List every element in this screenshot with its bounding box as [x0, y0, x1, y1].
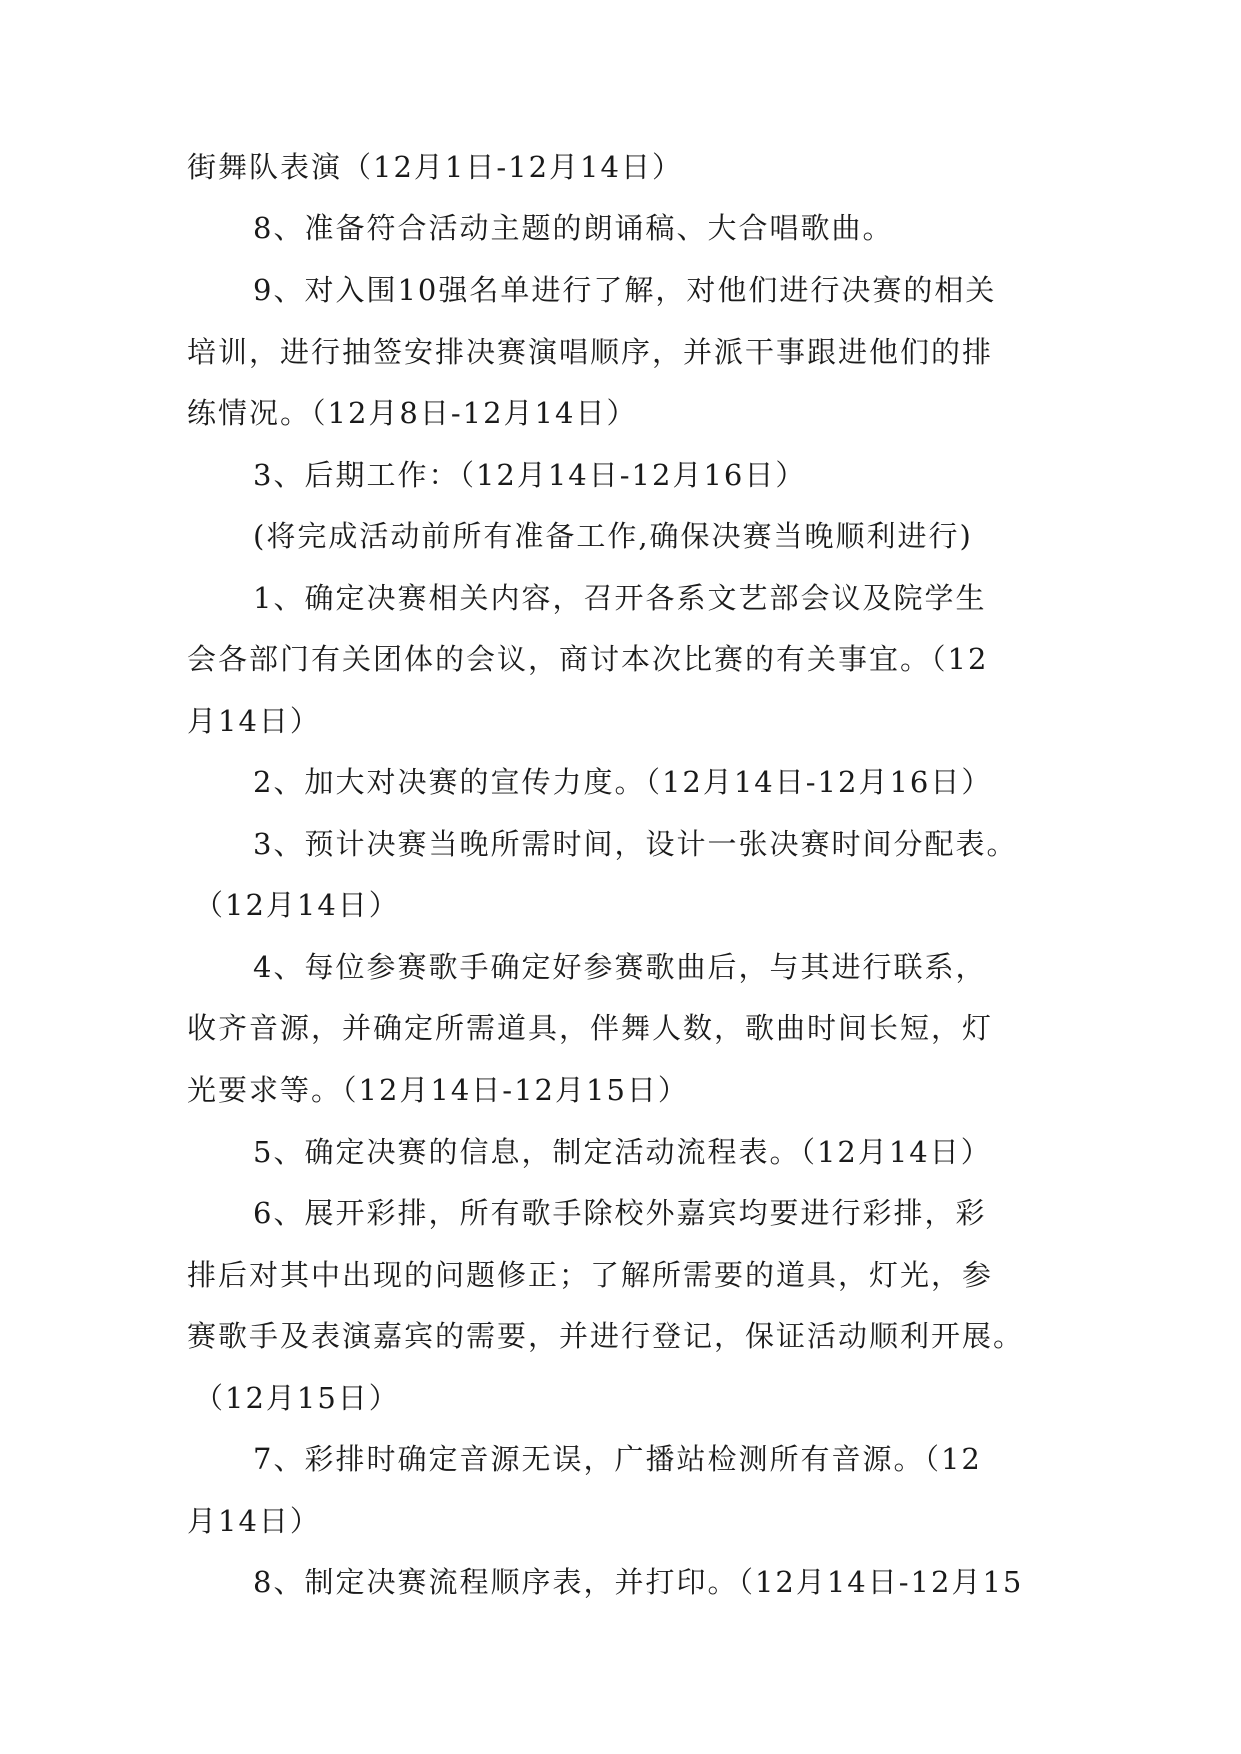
text-line: 光要求等。（12月14日-12月15日） — [187, 1073, 689, 1107]
text-line: 练情况。（12月8日-12月14日） — [187, 396, 638, 430]
text-line: 排后对其中出现的问题修正；了解所需要的道具，灯光，参 — [187, 1258, 994, 1292]
text-line: 1、确定决赛相关内容，召开各系文艺部会议及院学生 — [253, 581, 987, 615]
text-line: 赛歌手及表演嘉宾的需要，并进行登记，保证活动顺利开展。 — [187, 1319, 1025, 1353]
text-line: 月14日） — [187, 704, 321, 738]
text-line: 7、彩排时确定音源无误，广播站检测所有音源。（12 — [253, 1442, 982, 1476]
text-line: (将完成活动前所有准备工作,确保决赛当晚顺利进行) — [253, 519, 973, 553]
text-line: 街舞队表演（12月1日-12月14日） — [187, 150, 683, 184]
text-line: 3、后期工作：（12月14日-12月16日） — [253, 458, 807, 492]
text-line: 4、每位参赛歌手确定好参赛歌曲后，与其进行联系， — [253, 950, 987, 984]
text-line: 5、确定决赛的信息，制定活动流程表。（12月14日） — [253, 1135, 992, 1169]
text-line: 培训，进行抽签安排决赛演唱顺序，并派干事跟进他们的排 — [187, 335, 994, 369]
text-line: 9、对入围10强名单进行了解，对他们进行决赛的相关 — [253, 273, 997, 307]
text-line: （12月14日） — [194, 888, 400, 922]
text-line: 月14日） — [187, 1504, 321, 1538]
text-line: 会各部门有关团体的会议，商讨本次比赛的有关事宜。（12 — [187, 642, 989, 676]
text-line: 6、展开彩排，所有歌手除校外嘉宾均要进行彩排，彩 — [253, 1196, 987, 1230]
text-line: 收齐音源，并确定所需道具，伴舞人数，歌曲时间长短，灯 — [187, 1011, 994, 1045]
text-line: （12月15日） — [194, 1381, 400, 1415]
text-line: 2、加大对决赛的宣传力度。（12月14日-12月16日） — [253, 765, 993, 799]
text-line: 8、准备符合活动主题的朗诵稿、大合唱歌曲。 — [253, 211, 894, 245]
text-line: 3、预计决赛当晚所需时间，设计一张决赛时间分配表。 — [253, 827, 1018, 861]
text-line: 8、制定决赛流程顺序表，并打印。（12月14日-12月15 — [253, 1565, 1024, 1599]
